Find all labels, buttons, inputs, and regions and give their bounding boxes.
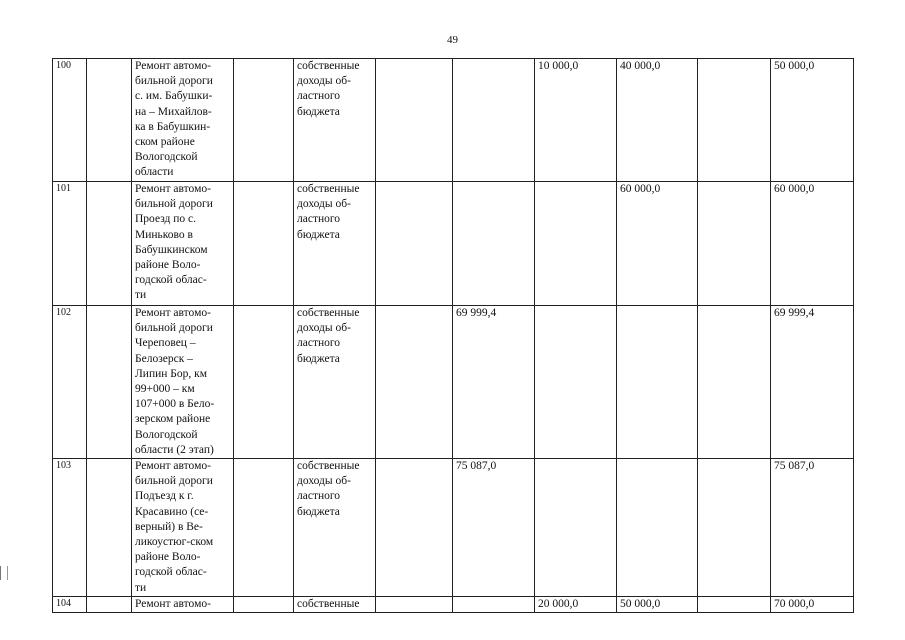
blank-cell xyxy=(376,306,453,459)
funding-source: собственные xyxy=(294,597,376,613)
margin-mark xyxy=(0,566,8,580)
amount-cell: 60 000,0 xyxy=(617,182,698,306)
row-number: 100 xyxy=(53,59,87,182)
funding-source: собственные доходы об- ластного бюджета xyxy=(294,182,376,306)
object-name: Ремонт автомо- бильной дороги с. им. Бабушки- на – Михайлов- ка в Бабушкин- ском районе Вологодской области xyxy=(132,59,234,182)
row-number: 103 xyxy=(53,459,87,597)
total-cell: 70 000,0 xyxy=(771,597,854,613)
blank-cell xyxy=(234,182,294,306)
table-row xyxy=(53,306,854,459)
table-row xyxy=(53,459,854,597)
table-row xyxy=(53,182,854,306)
amount-cell: 20 000,0 xyxy=(535,597,617,613)
total-cell: 50 000,0 xyxy=(771,59,854,182)
blank-cell xyxy=(234,459,294,597)
amount-cell xyxy=(535,306,617,459)
object-name: Ремонт автомо- бильной дороги Череповец – Белозерск – Липин Бор, км 99+000 – км 107+000 в Бело- зерском районе Вологодской области (2 этап) xyxy=(132,306,234,459)
amount-cell xyxy=(698,306,771,459)
amount-cell xyxy=(453,59,535,182)
amount-cell xyxy=(535,459,617,597)
amount-cell: 40 000,0 xyxy=(617,59,698,182)
funding-source: собственные доходы об- ластного бюджета xyxy=(294,306,376,459)
total-cell: 60 000,0 xyxy=(771,182,854,306)
blank-cell xyxy=(376,459,453,597)
amount-cell xyxy=(535,182,617,306)
page-number: 49 xyxy=(447,34,458,46)
blank-cell xyxy=(376,59,453,182)
amount-cell xyxy=(617,306,698,459)
total-cell: 69 999,4 xyxy=(771,306,854,459)
blank-cell xyxy=(87,597,132,613)
table-row xyxy=(53,59,854,182)
row-number: 104 xyxy=(53,597,87,613)
row-number: 102 xyxy=(53,306,87,459)
amount-cell: 75 087,0 xyxy=(453,459,535,597)
blank-cell xyxy=(87,59,132,182)
blank-cell xyxy=(376,597,453,613)
funding-source: собственные доходы об- ластного бюджета xyxy=(294,459,376,597)
blank-cell xyxy=(376,182,453,306)
budget-table xyxy=(52,58,854,613)
row-number: 101 xyxy=(53,182,87,306)
object-name: Ремонт автомо- бильной дороги Подъезд к г. Красавино (се- верный) в Ве- ликоустюг-ском районе Воло- годской облас- ти xyxy=(132,459,234,597)
blank-cell xyxy=(234,597,294,613)
amount-cell: 69 999,4 xyxy=(453,306,535,459)
blank-cell xyxy=(87,459,132,597)
amount-cell xyxy=(698,459,771,597)
blank-cell xyxy=(87,182,132,306)
total-cell: 75 087,0 xyxy=(771,459,854,597)
object-name: Ремонт автомо- xyxy=(132,597,234,613)
amount-cell xyxy=(698,59,771,182)
object-name: Ремонт автомо- бильной дороги Проезд по с. Миньково в Бабушкинском районе Воло- годской облас- ти xyxy=(132,182,234,306)
amount-cell: 10 000,0 xyxy=(535,59,617,182)
amount-cell: 50 000,0 xyxy=(617,597,698,613)
funding-source: собственные доходы об- ластного бюджета xyxy=(294,59,376,182)
amount-cell xyxy=(698,597,771,613)
amount-cell xyxy=(453,182,535,306)
amount-cell xyxy=(698,182,771,306)
blank-cell xyxy=(234,59,294,182)
blank-cell xyxy=(234,306,294,459)
blank-cell xyxy=(87,306,132,459)
amount-cell xyxy=(617,459,698,597)
table-row xyxy=(53,597,854,613)
amount-cell xyxy=(453,597,535,613)
